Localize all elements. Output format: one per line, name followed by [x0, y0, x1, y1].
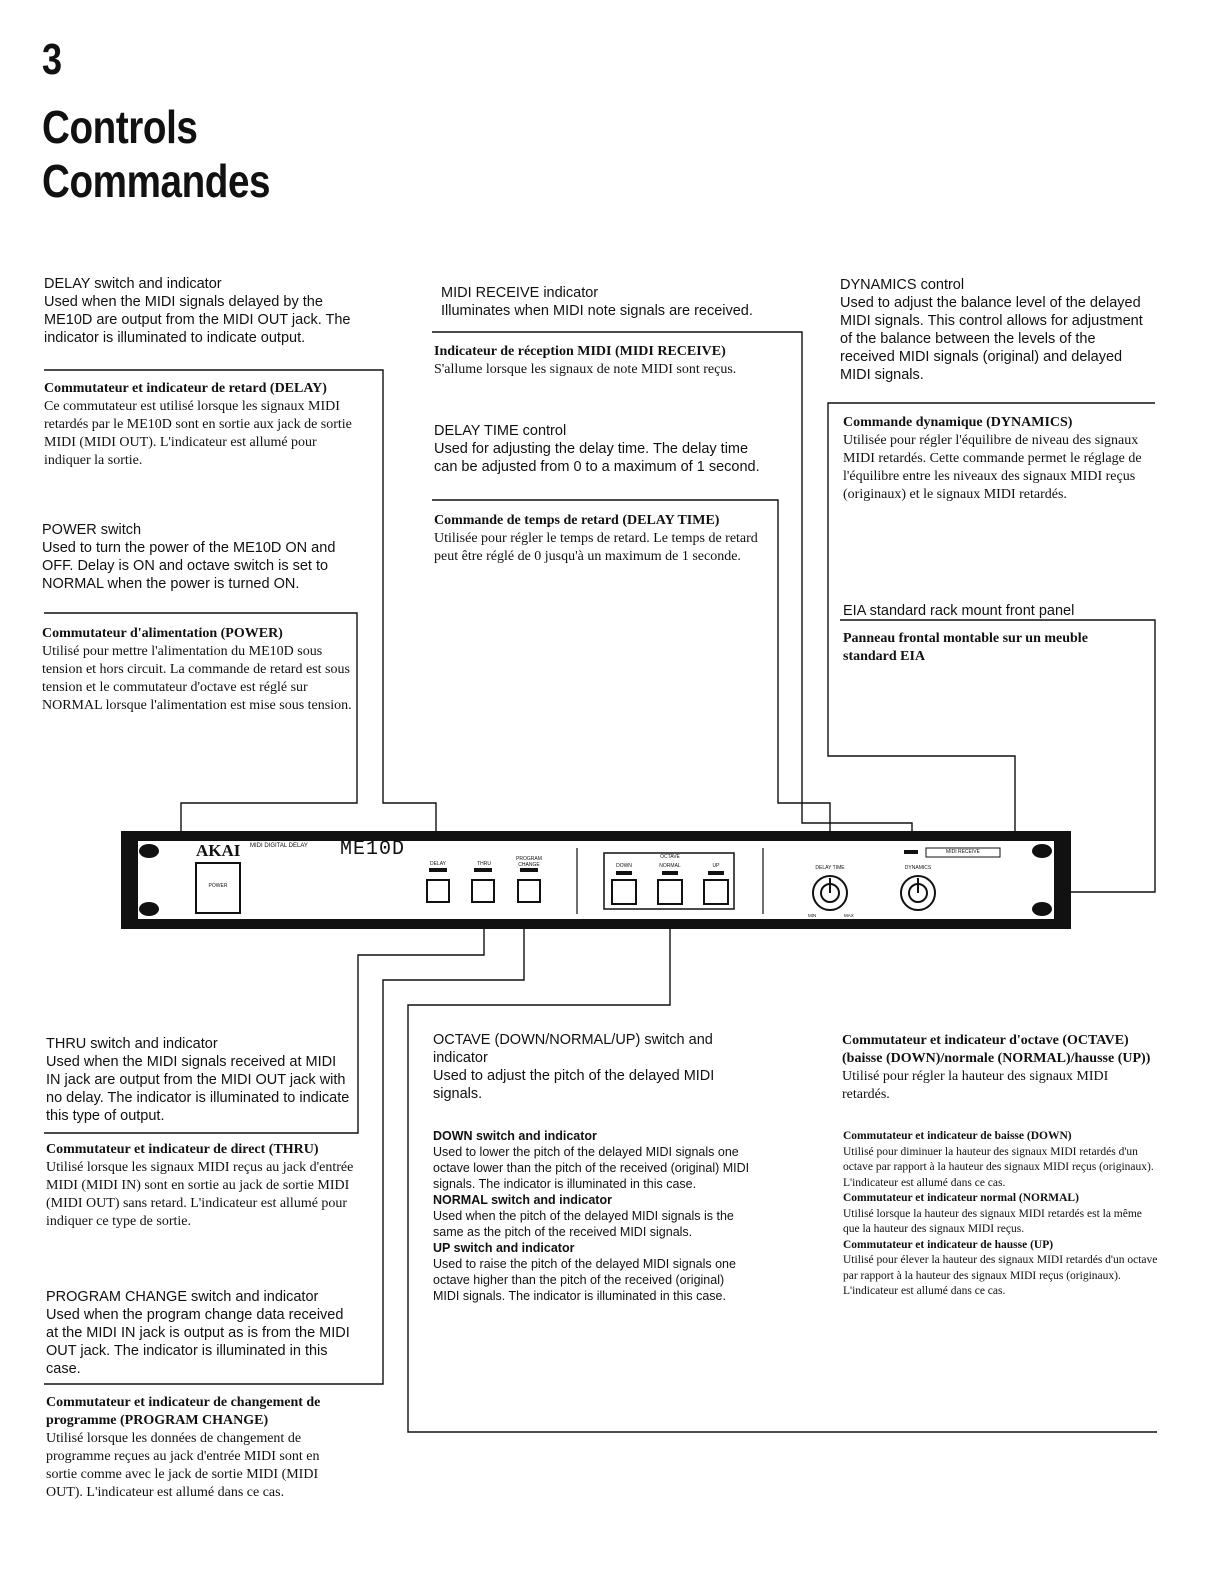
brand-logo: AKAI: [196, 841, 241, 860]
program-change-indicator: [520, 868, 538, 872]
thru-en-block: [46, 1035, 354, 1125]
octave-fr-block: [842, 1032, 1158, 1104]
rack-hole: [139, 902, 159, 916]
thru-fr-heading: Commutateur et indicateur de direct (THRU): [46, 1142, 319, 1157]
delay-en-block: [44, 275, 356, 347]
program-en-block: [46, 1288, 354, 1378]
max-label: MAX: [844, 913, 854, 918]
octave-label: OCTAVE: [652, 855, 688, 860]
down-fr-heading: Commutateur et indicateur de baisse (DOWN): [843, 1130, 1072, 1142]
power-label: POWER: [208, 883, 228, 889]
rack-hole: [1032, 844, 1052, 858]
up-en-heading: UP switch and indicator: [433, 1241, 575, 1255]
thru-label: THRU: [477, 861, 491, 867]
up-label: UP: [712, 863, 720, 869]
midi-receive-en-heading: MIDI RECEIVE indicator: [441, 285, 599, 301]
normal-fr-heading: Commutateur et indicateur normal (NORMAL): [843, 1192, 1079, 1204]
chapter-number: 3: [42, 35, 63, 84]
program-fr-body: Utilisé lorsque les données de changement de programme reçues au jack d'entrée MIDI sont en sortie comme avec le jack de sortie MIDI (MIDI OUT). L'indicateur est allumé dans ce cas.: [46, 1431, 320, 1500]
midi-receive-fr-block: [434, 343, 764, 379]
delay-time-en-body: Used for adjusting the delay time. The delay time can be adjusted from 0 to a maximum of 1 second.: [434, 441, 760, 475]
delay-time-en-heading: DELAY TIME control: [434, 423, 567, 439]
thru-fr-body: Utilisé lorsque les signaux MIDI reçus au jack d'entrée MIDI (MIDI IN) sont en sortie au jack de sortie MIDI (MIDI OUT) sans retard. L'indicateur est allumé pour indiquer ce type de sortie.: [46, 1160, 354, 1229]
down-en-heading: DOWN switch and indicator: [433, 1129, 597, 1143]
delay-fr-body: Ce commutateur est utilisé lorsque les signaux MIDI retardés par le ME10D sont en sortie aux jack de sortie MIDI (MIDI OUT). L'indicateur est allumé pour indiquer la sortie.: [44, 399, 352, 468]
octave-en-heading: OCTAVE (DOWN/NORMAL/UP) switch and indicator: [433, 1032, 713, 1066]
delay-time-knob[interactable]: [813, 876, 847, 910]
midi-receive-en-block: [441, 284, 801, 320]
normal-label: NORMAL: [659, 863, 681, 869]
power-en-body: Used to turn the power of the ME10D ON and OFF. Delay is ON and octave switch is set to NORMAL when the power is turned ON.: [42, 540, 336, 592]
octave-en-body: Used to adjust the pitch of the delayed MIDI signals.: [433, 1068, 715, 1102]
normal-fr-body: Utilisé lorsque la hauteur des signaux MIDI retardés est la même que la hauteur des signaux MIDI reçus.: [843, 1207, 1142, 1235]
octave-normal-button[interactable]: [658, 880, 682, 904]
dynamics-fr-heading: Commande dynamique (DYNAMICS): [843, 415, 1073, 430]
dynamics-knob[interactable]: [901, 876, 935, 910]
delay-time-en-block: [434, 422, 764, 476]
program-fr-block: [46, 1394, 354, 1502]
thru-button[interactable]: [472, 880, 494, 902]
up-fr-heading: Commutateur et indicateur de hausse (UP): [843, 1238, 1054, 1251]
delay-fr-heading: Commutateur et indicateur de retard (DELAY): [44, 381, 327, 396]
program-fr-heading: Commutateur et indicateur de changement de programme (PROGRAM CHANGE): [46, 1395, 321, 1428]
thru-fr-block: [46, 1141, 354, 1231]
program-en-body: Used when the program change data received at the MIDI IN jack is output as is from the MIDI OUT jack. The indicator is illuminated in this case.: [46, 1307, 350, 1377]
up-en-body: Used to raise the pitch of the delayed MIDI signals one octave higher than the pitch of the received (original) MIDI signals. The indicator is illuminated in this case.: [433, 1257, 736, 1303]
delay-time-fr-body: Utilisée pour régler le temps de retard. Le temps de retard peut être réglé de 0 jusqu'à un maximum de 1 seconde.: [434, 531, 758, 564]
octave-en-detail: [433, 1128, 753, 1304]
model-logo: ME10D: [340, 838, 406, 861]
octave-fr-body: Utilisé pour régler la hauteur des signaux MIDI retardés.: [842, 1069, 1109, 1102]
delay-fr-block: [44, 380, 356, 470]
normal-en-body: Used when the pitch of the delayed MIDI signals is the same as the pitch of the received MIDI signals.: [433, 1209, 734, 1239]
delay-button[interactable]: [427, 880, 449, 902]
delay-time-label: DELAY TIME: [815, 865, 845, 871]
power-fr-body: Utilisé pour mettre l'alimentation du ME10D sous tension et hors circuit. La commande de retard est sous tension et le commutateur d'octave est réglé sur NORMAL lorsque l'alimentation est mise sous tension.: [42, 644, 352, 713]
eia-en-block: [843, 602, 1155, 620]
midi-receive-label: MIDI RECEIVE: [946, 849, 980, 855]
dynamics-en-body: Used to adjust the balance level of the delayed MIDI signals. This control allows for adjustment of the balance between the levels of the received MIDI signals (original) and delayed MIDI signals.: [840, 295, 1143, 383]
power-en-block: [42, 521, 354, 593]
up-fr-body: Utilisé pour élever la hauteur des signaux MIDI retardés d'un octave par rapport à la hauteur des signaux MIDI reçus (originaux). L'indicateur est allumé dans ce cas.: [843, 1254, 1158, 1297]
dynamics-label: DYNAMICS: [904, 865, 932, 871]
eia-fr-block: [843, 630, 1143, 666]
midi-receive-fr-heading: Indicateur de réception MIDI (MIDI RECEIVE): [434, 344, 726, 359]
midi-receive-fr-body: S'allume lorsque les signaux de note MIDI sont reçus.: [434, 362, 737, 377]
eia-en-heading: EIA standard rack mount front panel: [843, 603, 1075, 619]
dynamics-fr-body: Utilisée pour régler l'équilibre de niveau des signaux MIDI retardés. Cette commande permet le réglage de l'équilibre entre les niveaux des signaux MIDI reçus (originaux) et le signaux MIDI retardés.: [843, 433, 1142, 502]
delay-en-body: Used when the MIDI signals delayed by the ME10D are output from the MIDI OUT jack. The indicator is illuminated to indicate output.: [44, 294, 351, 346]
program-change-label: PROGRAM CHANGE: [516, 856, 542, 868]
thru-indicator: [474, 868, 492, 872]
down-fr-body: Utilisé pour diminuer la hauteur des signaux MIDI retardés d'un octave par rapport à la hauteur des signaux MIDI reçus (originaux). L'indicateur est allumé dans ce cas.: [843, 1145, 1154, 1189]
program-change-button[interactable]: [518, 880, 540, 902]
delay-time-fr-heading: Commande de temps de retard (DELAY TIME): [434, 513, 720, 528]
rack-hole: [1032, 902, 1052, 916]
dynamics-fr-block: [843, 414, 1155, 504]
octave-fr-heading: Commutateur et indicateur d'octave (OCTAVE) (baisse (DOWN)/normale (NORMAL)/hausse (UP)): [842, 1033, 1151, 1066]
thru-en-body: Used when the MIDI signals received at MIDI IN jack are output from the MIDI OUT jack with no delay. The indicator is illuminated to indicate this type of output.: [46, 1054, 350, 1124]
eia-fr-heading: Panneau frontal montable sur un meuble standard EIA: [843, 631, 1088, 664]
page-title-fr: Commandes: [42, 155, 271, 207]
power-en-heading: POWER switch: [42, 522, 142, 538]
power-fr-block: [42, 625, 352, 715]
page-title-en: Controls: [42, 101, 198, 153]
midi-receive-en-body: Illuminates when MIDI note signals are received.: [441, 303, 753, 319]
octave-en-block: [433, 1031, 763, 1103]
down-en-body: Used to lower the pitch of the delayed MIDI signals one octave lower than the pitch of the received (original) MIDI signals. The indicator is illuminated in this case.: [433, 1145, 750, 1191]
min-label: MIN: [808, 913, 817, 918]
power-fr-heading: Commutateur d'alimentation (POWER): [42, 626, 283, 641]
octave-up-button[interactable]: [704, 880, 728, 904]
midi-receive-indicator: [904, 850, 918, 854]
dynamics-en-heading: DYNAMICS control: [840, 277, 965, 293]
delay-indicator: [429, 868, 447, 872]
product-line-label: MIDI DIGITAL DELAY: [250, 843, 308, 849]
octave-fr-detail: [843, 1129, 1159, 1300]
delay-time-fr-block: [434, 512, 764, 566]
octave-down-button[interactable]: [612, 880, 636, 904]
program-en-heading: PROGRAM CHANGE switch and indicator: [46, 1289, 319, 1305]
down-label: DOWN: [616, 863, 632, 869]
dynamics-en-block: [840, 276, 1152, 384]
delay-label: DELAY: [429, 861, 447, 867]
rack-hole: [139, 844, 159, 858]
delay-en-heading: DELAY switch and indicator: [44, 276, 222, 292]
normal-en-heading: NORMAL switch and indicator: [433, 1193, 612, 1207]
thru-en-heading: THRU switch and indicator: [46, 1036, 218, 1052]
